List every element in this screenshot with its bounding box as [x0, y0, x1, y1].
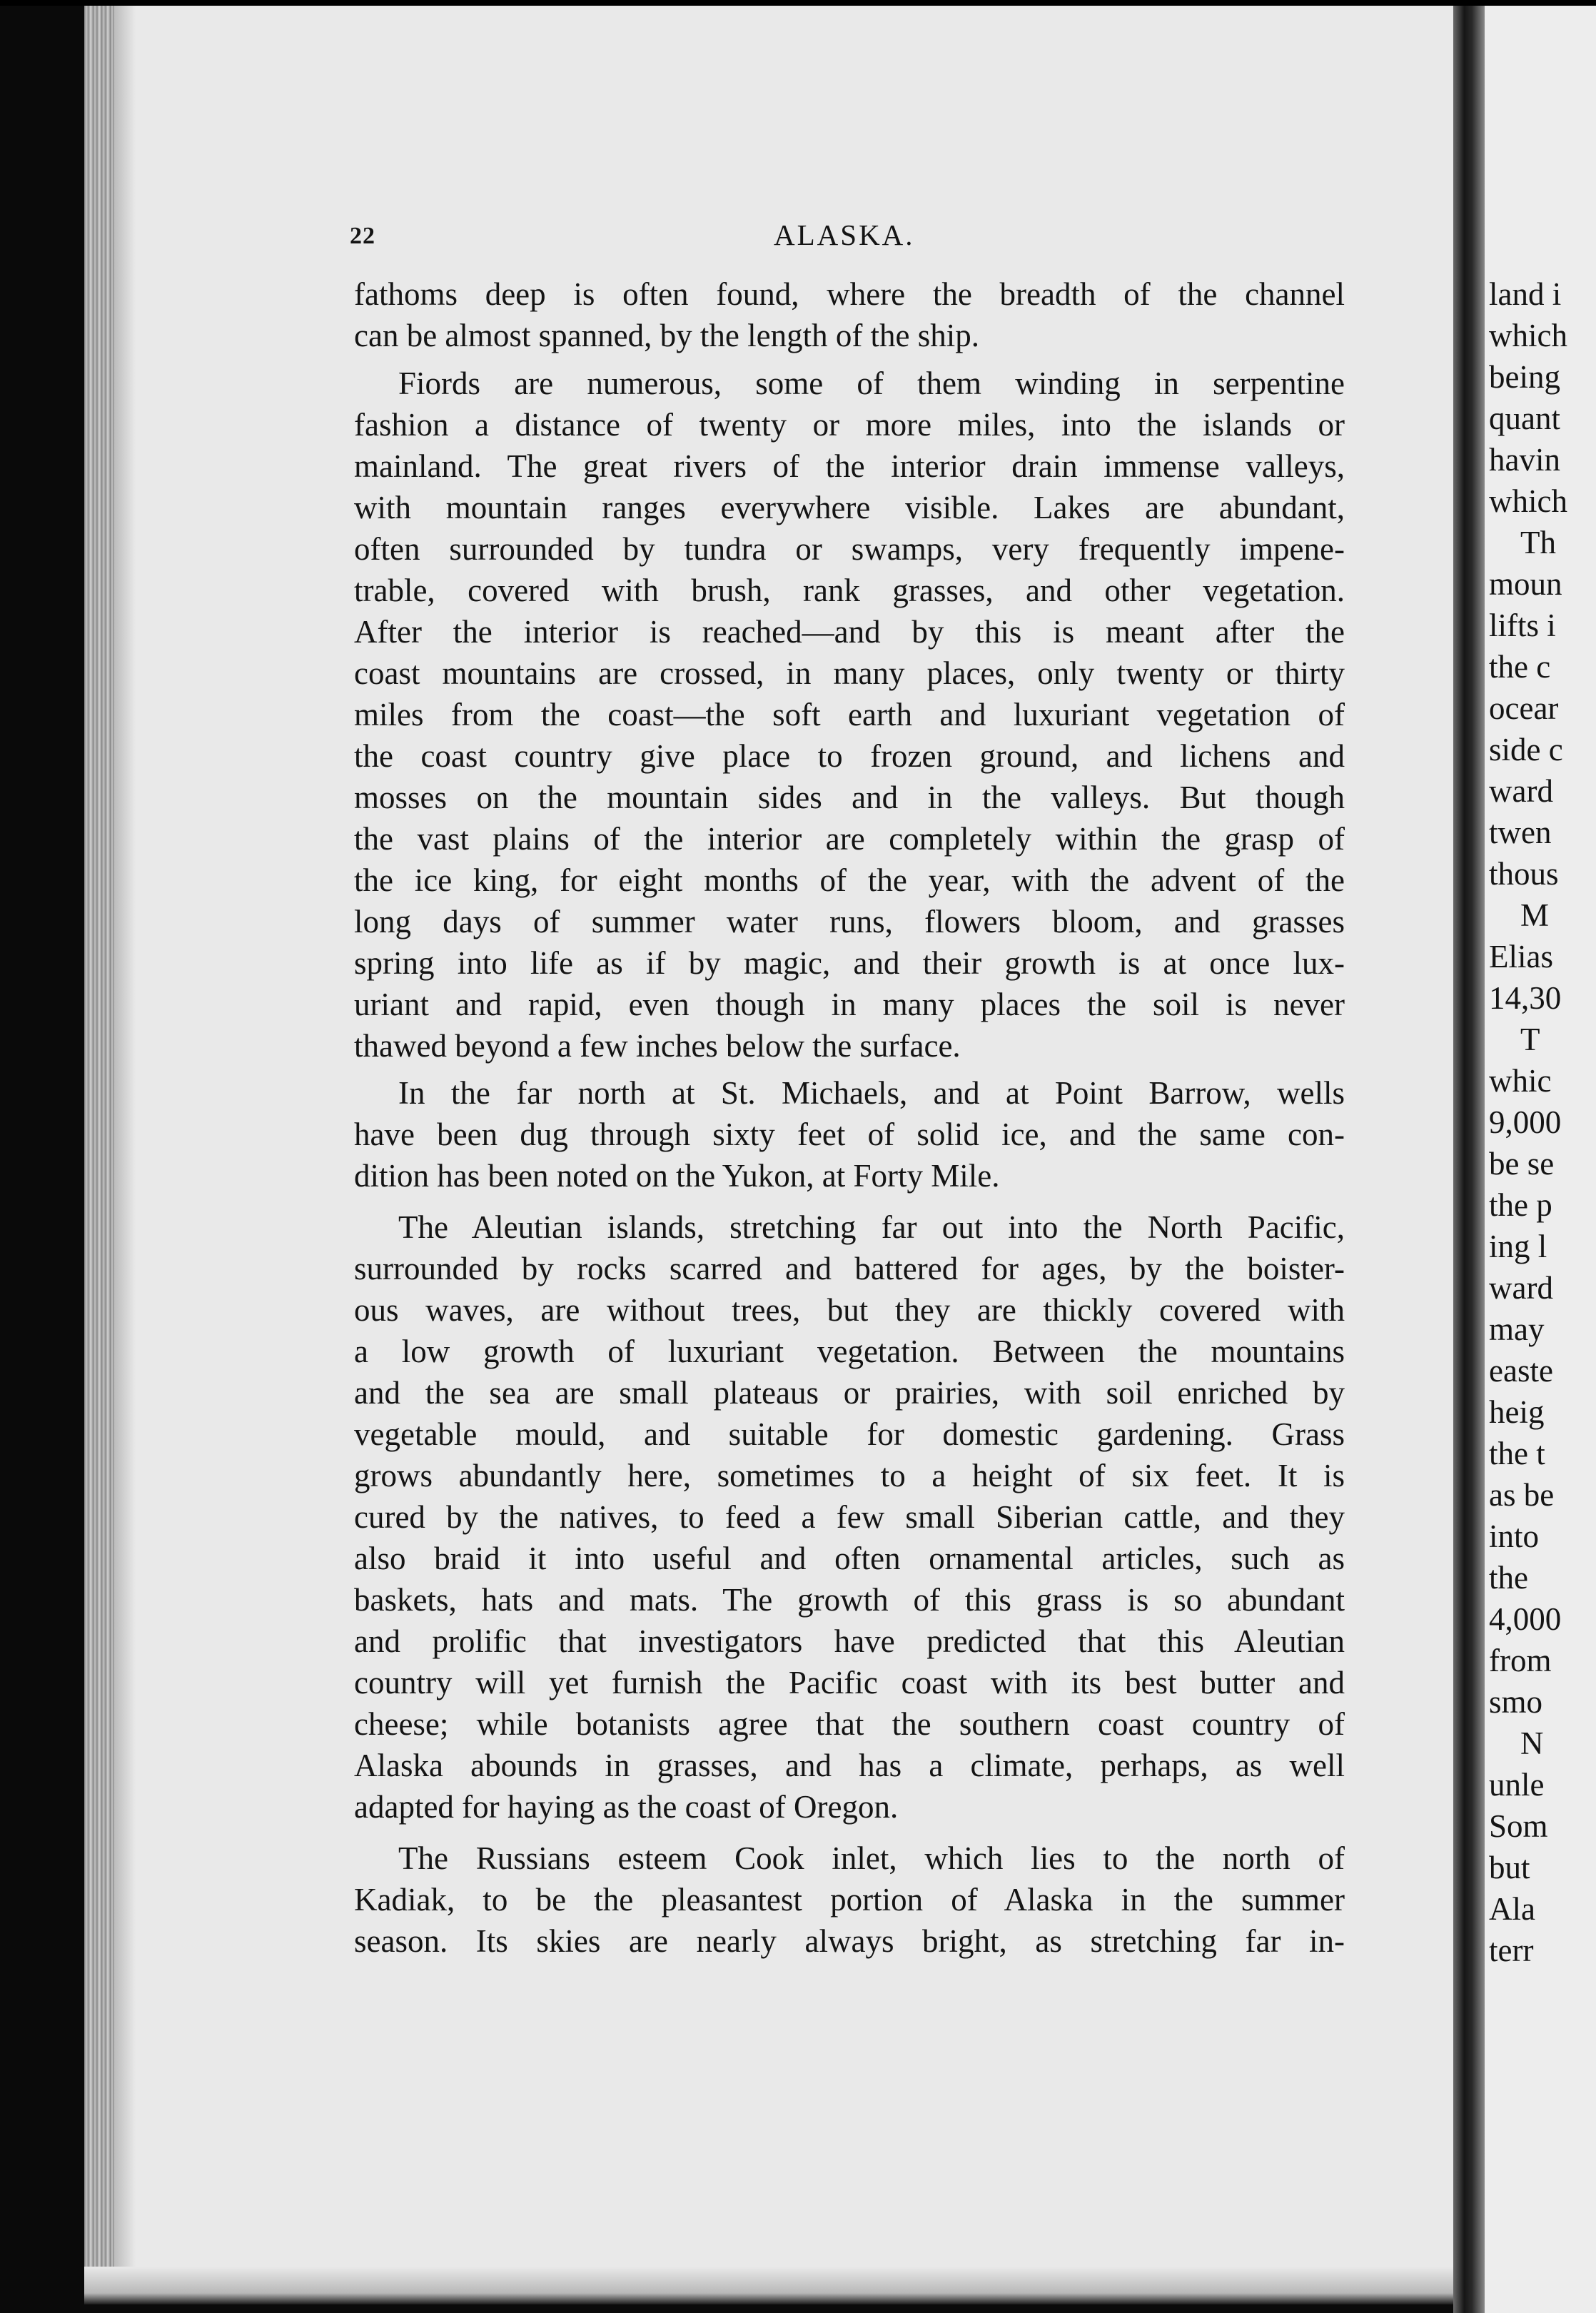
text-line: Fiords are numerous, some of them winding in serpentine [398, 366, 1345, 401]
text-line: and the sea are small plateaus or prairies, with soil enriched by [354, 1375, 1345, 1411]
text-line: a low growth of luxuriant vegetation. Between the mountains [354, 1334, 1345, 1369]
right-page-line-fragment: Som [1489, 1808, 1548, 1844]
text-line: have been dug through sixty feet of solid ice, and the same con- [354, 1117, 1345, 1152]
right-page-line-fragment: lifts i [1489, 608, 1556, 643]
text-line: surrounded by rocks scarred and battered for ages, by the boister- [354, 1251, 1345, 1286]
text-line: uriant and rapid, even though in many places the soil is never [354, 987, 1345, 1022]
right-page-line-fragment: 14,30 [1489, 980, 1562, 1016]
paragraph-2 [354, 363, 1345, 1067]
right-page-line-fragment: side c [1489, 732, 1563, 767]
right-page-line-fragment: twen [1489, 815, 1552, 850]
text-line: the vast plains of the interior are completely within the grasp of [354, 821, 1345, 857]
text-line: After the interior is reached—and by this is meant after the [354, 614, 1345, 650]
right-page-line-fragment: ward [1489, 1270, 1553, 1306]
text-line: miles from the coast—the soft earth and luxuriant vegetation of [354, 697, 1345, 732]
text-line: can be almost spanned, by the length of the ship. [354, 318, 980, 353]
paragraph-5 [354, 1838, 1345, 1962]
text-line: The Aleutian islands, stretching far out into the North Pacific, [398, 1209, 1345, 1245]
text-line: thawed beyond a few inches below the surface. [354, 1028, 961, 1064]
text-line: season. Its skies are nearly always bright, as stretching far in- [354, 1923, 1345, 1959]
right-page-line-fragment: the [1489, 1560, 1528, 1596]
right-page-line-fragment: which [1489, 318, 1567, 353]
text-line: In the far north at St. Michaels, and at Point Barrow, wells [398, 1075, 1345, 1111]
right-page-line-fragment: from [1489, 1643, 1552, 1678]
right-page-line-fragment: Ala [1489, 1891, 1535, 1927]
paragraph-3 [354, 1072, 1345, 1196]
text-line: long days of summer water runs, flowers bloom, and grasses [354, 904, 1345, 939]
right-page-line-fragment: terr [1489, 1932, 1534, 1968]
paragraph-4 [354, 1206, 1345, 1828]
right-page-line-fragment: whic [1489, 1063, 1552, 1099]
text-line: ous waves, are without trees, but they are thickly covered with [354, 1292, 1345, 1328]
right-page-line-fragment: heig [1489, 1394, 1545, 1430]
text-line: spring into life as if by magic, and their growth is at once lux- [354, 945, 1345, 981]
text-line: mosses on the mountain sides and in the valleys. But though [354, 780, 1345, 815]
text-line: Kadiak, to be the pleasantest portion of Alaska in the summer [354, 1882, 1345, 1918]
text-line: country will yet furnish the Pacific coast with its best butter and [354, 1665, 1345, 1700]
text-line: mainland. The great rivers of the interior drain immense valleys, [354, 448, 1345, 484]
text-line: cheese; while botanists agree that the southern coast country of [354, 1706, 1345, 1742]
text-line: coast mountains are crossed, in many places, only twenty or thirty [354, 655, 1345, 691]
right-page-line-fragment: land i [1489, 276, 1562, 312]
text-line: with mountain ranges everywhere visible. Lakes are abundant, [354, 490, 1345, 525]
right-page-line-fragment: T [1520, 1022, 1540, 1057]
right-page-line-fragment: N [1520, 1725, 1544, 1761]
right-page-line-fragment: havin [1489, 442, 1560, 478]
text-line: also braid it into useful and often ornamental articles, such as [354, 1541, 1345, 1576]
text-line: trable, covered with brush, rank grasses, and other vegetation. [354, 573, 1345, 608]
right-page-line-fragment: Th [1520, 525, 1556, 560]
page-number: 22 [350, 223, 375, 249]
right-page-line-fragment: but [1489, 1850, 1530, 1885]
scan-top-edge [0, 0, 1596, 6]
right-page-line-fragment: M [1520, 897, 1550, 933]
right-page-line-fragment: the c [1489, 649, 1551, 685]
right-page-line-fragment: smo [1489, 1684, 1543, 1720]
text-line: fathoms deep is often found, where the breadth of the channel [354, 276, 1345, 312]
right-page-line-fragment: into [1489, 1518, 1540, 1554]
page-bottom-edge [84, 2267, 1453, 2304]
text-line: The Russians esteem Cook inlet, which lies to the north of [398, 1840, 1345, 1876]
page-binding-edge [84, 6, 114, 2304]
text-line: vegetable mould, and suitable for domestic gardening. Grass [354, 1416, 1345, 1452]
right-page-line-fragment: quant [1489, 400, 1560, 436]
text-line: grows abundantly here, sometimes to a height of six feet. It is [354, 1458, 1345, 1493]
right-page-line-fragment: may [1489, 1311, 1545, 1347]
right-page-line-fragment: thous [1489, 856, 1559, 892]
right-page-line-fragment: as be [1489, 1477, 1555, 1513]
right-page-line-fragment: which [1489, 483, 1567, 519]
text-line: often surrounded by tundra or swamps, very frequently impene- [354, 531, 1345, 567]
text-line: cured by the natives, to feed a few small Siberian cattle, and they [354, 1499, 1345, 1535]
right-page-line-fragment: easte [1489, 1353, 1553, 1389]
right-page-text [1489, 273, 1595, 1971]
right-page-line-fragment: 9,000 [1489, 1104, 1562, 1140]
right-page-line-fragment: ing l [1489, 1229, 1547, 1264]
right-page-line-fragment: being [1489, 359, 1560, 395]
paragraph-1 [354, 273, 1345, 356]
right-page-line-fragment: 4,000 [1489, 1601, 1562, 1637]
text-line: the coast country give place to frozen ground, and lichens and [354, 738, 1345, 774]
right-page-line-fragment: moun [1489, 566, 1562, 602]
right-page-line-fragment: ward [1489, 773, 1553, 809]
binding-shadow [114, 6, 136, 2304]
right-page-line-fragment: ocear [1489, 690, 1559, 726]
text-line: dition has been noted on the Yukon, at Forty Mile. [354, 1158, 1000, 1194]
text-line: adapted for haying as the coast of Oregon. [354, 1789, 899, 1825]
right-page-line-fragment: Elias [1489, 939, 1553, 974]
right-page-line-fragment: be se [1489, 1146, 1555, 1181]
right-page-line-fragment: unle [1489, 1767, 1545, 1803]
text-line: and prolific that investigators have predicted that this Aleutian [354, 1623, 1345, 1659]
text-line: the ice king, for eight months of the year, with the advent of the [354, 862, 1345, 898]
book-gutter [1453, 6, 1485, 2313]
text-line: Alaska abounds in grasses, and has a climate, perhaps, as well [354, 1748, 1345, 1783]
running-head: ALASKA. [774, 218, 915, 251]
text-line: fashion a distance of twenty or more miles, into the islands or [354, 407, 1345, 443]
text-line: baskets, hats and mats. The growth of this grass is so abundant [354, 1582, 1345, 1618]
right-page-line-fragment: the t [1489, 1436, 1545, 1471]
right-page-line-fragment: the p [1489, 1187, 1552, 1223]
